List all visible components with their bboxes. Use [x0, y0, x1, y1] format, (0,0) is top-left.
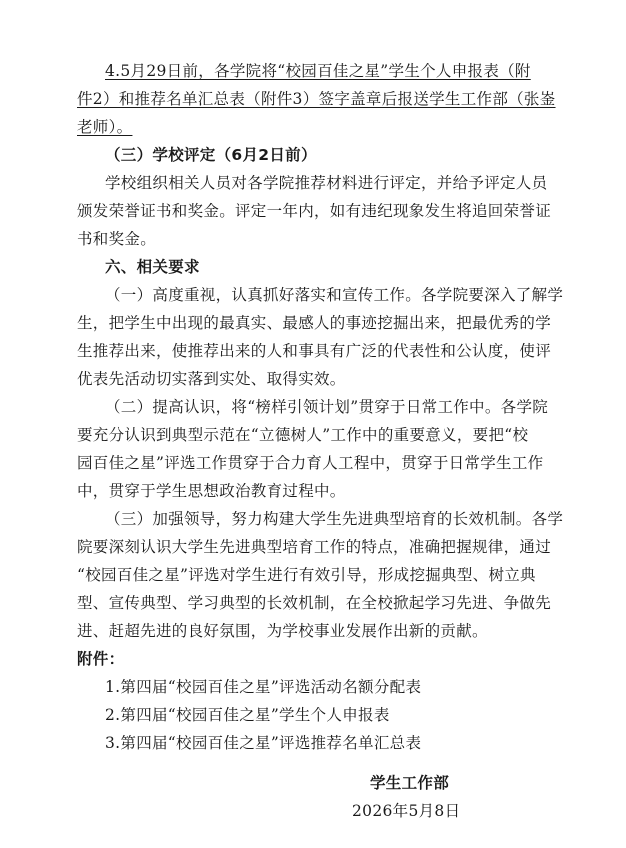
evaluation-paragraph-line-1: 学校组织相关人员对各学院推荐材料进行评定，并给予评定人员 — [105, 174, 548, 192]
attachment-1: 1.第四届“校园百佳之星”评选活动名额分配表 — [105, 678, 422, 696]
attachment-3: 3.第四届“校园百佳之星”评选推荐名单汇总表 — [105, 734, 422, 752]
requirement-2-line-2: 要充分认识到典型示范在“立德树人”工作中的重要意义，要把“校 — [77, 426, 529, 444]
requirement-3-line-5: 进、赶超先进的良好氛围，为学校事业发展作出新的贡献。 — [77, 622, 488, 640]
signature-department: 学生工作部 — [370, 774, 450, 792]
requirement-1-line-4: 优表先活动切实落到实处、取得实效。 — [77, 370, 346, 388]
item-4-line-2: 件2）和推荐名单汇总表（附件3）签字盖章后报送学生工作部（张崟 — [77, 90, 556, 108]
requirement-1-line-3: 生推荐出来，使推荐出来的人和事具有广泛的代表性和公认度，使评 — [77, 342, 552, 360]
requirement-3-line-2: 院要深刻认识大学生先进典型培育工作的特点，准确把握规律，通过 — [77, 538, 552, 556]
evaluation-paragraph-line-2: 颁发荣誉证书和奖金。评定一年内，如有违纪现象发生将追回荣誉证 — [77, 202, 552, 220]
section-requirements-heading: 六、相关要求 — [105, 258, 200, 276]
requirement-1-line-1: （一）高度重视，认真抓好落实和宣传工作。各学院要深入了解学 — [105, 286, 564, 304]
attachments-heading: 附件： — [77, 650, 125, 668]
requirement-3-line-4: 型、宣传典型、学习典型的长效机制，在全校掀起学习先进、争做先 — [77, 594, 552, 612]
requirement-2-line-3: 园百佳之星”评选工作贯穿于合力育人工程中，贯穿于日常学生工作 — [77, 454, 544, 472]
item-4-line-1: 4.5月29日前，各学院将“校园百佳之星”学生个人申报表（附 — [105, 62, 531, 80]
signature-date: 2026年5月8日 — [352, 802, 461, 820]
evaluation-paragraph-line-3: 书和奖金。 — [77, 230, 157, 248]
item-4-line-3: 老师）。 — [77, 118, 133, 136]
requirement-1-line-2: 生，把学生中出现的最真实、最感人的事迹挖掘出来，把最优秀的学 — [77, 314, 552, 332]
attachment-2: 2.第四届“校园百佳之星”学生个人申报表 — [105, 706, 390, 724]
requirement-3-line-3: “校园百佳之星”评选对学生进行有效引导，形成挖掘典型、树立典 — [77, 566, 536, 584]
section-school-evaluation-heading: （三）学校评定（6月2日前） — [105, 146, 317, 164]
requirement-2-line-4: 中，贯穿于学生思想政治教育过程中。 — [77, 482, 346, 500]
requirement-2-line-1: （二）提高认识，将“榜样引领计划”贯穿于日常工作中。各学院 — [105, 398, 549, 416]
requirement-3-line-1: （三）加强领导，努力构建大学生先进典型培育的长效机制。各学 — [105, 510, 564, 528]
